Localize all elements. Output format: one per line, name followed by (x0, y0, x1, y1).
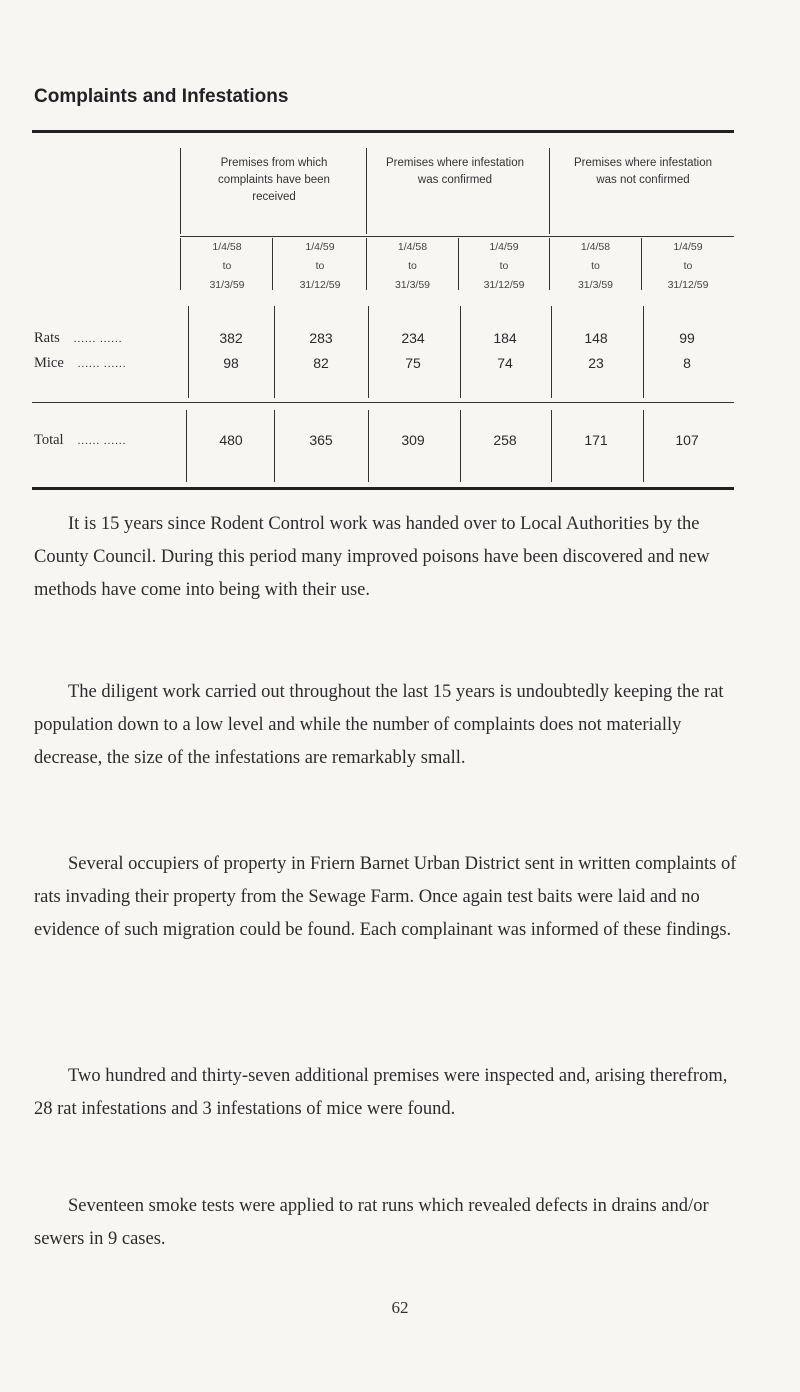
paragraph: Seventeen smoke tests were applied to rat runs which revealed defects in drains and/or sewers in 9 cases. (34, 1196, 709, 1249)
table-divider (368, 306, 369, 398)
subheader-rule (180, 236, 734, 237)
table-cell: 99 (679, 330, 695, 346)
table-bottom-rule (32, 487, 734, 490)
period-header: 1/4/59 to 31/12/59 (483, 241, 525, 291)
table-total-rule (32, 402, 734, 403)
period-header: 1/4/58 to 31/3/59 (209, 241, 245, 291)
table-divider (180, 238, 181, 290)
table-divider (274, 306, 275, 398)
paragraph: Two hundred and thirty-seven additional premises were inspected and, arising therefrom, 28 rat infestations and 3 infestations of mice were found. (34, 1066, 728, 1119)
table-divider (272, 238, 273, 290)
page-number: 62 (391, 1298, 409, 1317)
table-cell: 184 (493, 330, 517, 346)
table-cell: 74 (497, 355, 513, 371)
table-cell: 365 (309, 432, 333, 448)
leader-dots: ...... ...... (77, 358, 127, 370)
table-divider (366, 148, 367, 234)
table-cell: 82 (313, 355, 329, 371)
paragraph: The diligent work carried out throughout the last 15 years is undoubtedly keeping the rat population down to a low level and while the number of complaints does not materially decrease, the size of the infestations are remarkably small. (34, 682, 724, 768)
table-cell: 171 (584, 432, 608, 448)
group-header-complaints: Premises from which complaints have been received (218, 157, 330, 203)
leader-dots: ...... ...... (73, 333, 123, 345)
table-row-label-mice: Mice ...... ...... (34, 355, 127, 371)
table-cell: 107 (675, 432, 699, 448)
table-cell: 8 (683, 355, 691, 371)
table-cell: 23 (588, 355, 604, 371)
table-cell: 234 (401, 330, 425, 346)
table-cell: 382 (219, 330, 243, 346)
table-cell: 148 (584, 330, 608, 346)
table-cell: 309 (401, 432, 425, 448)
table-row-label-total: Total ...... ...... (34, 432, 127, 448)
table-divider (460, 306, 461, 398)
group-header-not-confirmed: Premises where infestation was not confirmed (573, 157, 713, 186)
period-header: 1/4/58 to 31/3/59 (394, 241, 431, 291)
table-cell: 480 (219, 432, 243, 448)
period-header: 1/4/58 to 31/3/59 (577, 241, 614, 291)
group-header-confirmed: Premises where infestation was confirmed (385, 157, 525, 186)
period-header: 1/4/59 to 31/12/59 (299, 241, 341, 291)
table-cell: 98 (223, 355, 239, 371)
table-divider (188, 306, 189, 398)
table-top-rule (32, 130, 734, 133)
table-cell: 258 (493, 432, 517, 448)
page-title: Complaints and Infestations (34, 86, 289, 107)
table-divider (643, 306, 644, 398)
table-divider (549, 148, 550, 234)
table-cell: 75 (405, 355, 421, 371)
period-header: 1/4/59 to 31/12/59 (667, 241, 709, 291)
table-row-label-rats: Rats ...... ...... (34, 330, 123, 346)
table-divider (551, 306, 552, 398)
leader-dots: ...... ...... (77, 435, 127, 447)
table-cell: 283 (309, 330, 333, 346)
table-divider (180, 148, 181, 234)
paragraph: It is 15 years since Rodent Control work was handed over to Local Authorities by the County Council. During this period many improved poisons have been discovered and new methods have come into being with their use. (34, 514, 710, 600)
paragraph: Several occupiers of property in Friern Barnet Urban District sent in written complaints of rats invading their property from the Sewage Farm. Once again test baits were laid and no evidence of such migration could be found. Each complainant was informed of these findings. (34, 854, 737, 940)
